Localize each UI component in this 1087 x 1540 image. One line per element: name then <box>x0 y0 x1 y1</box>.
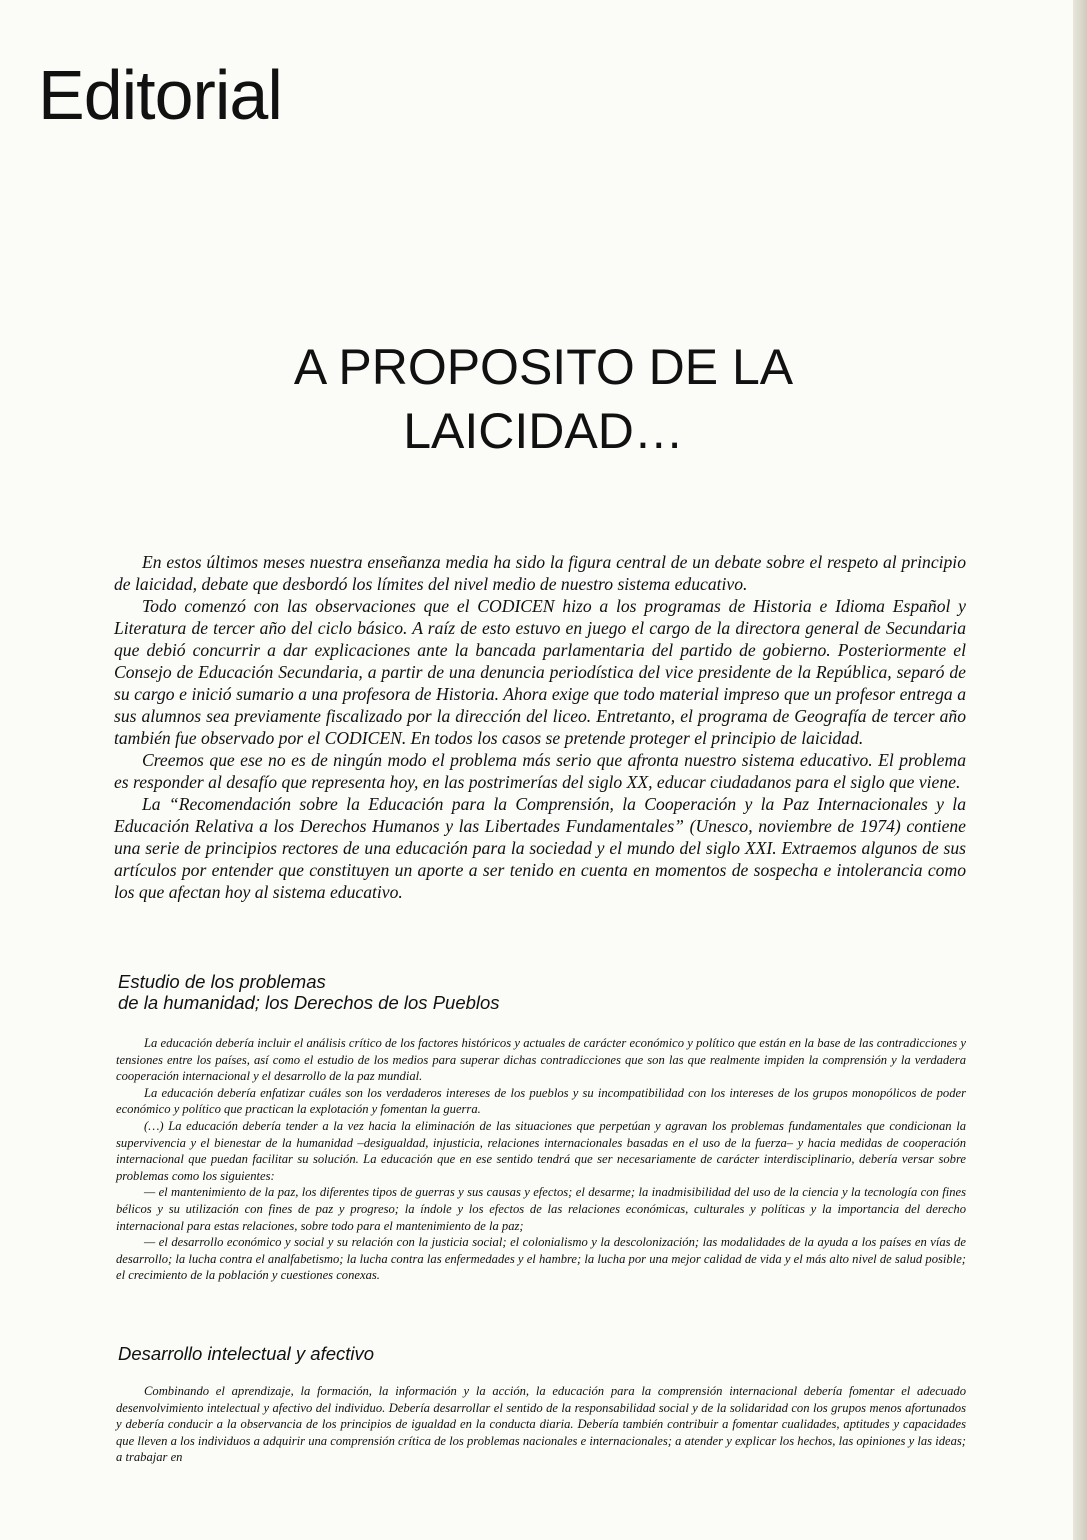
section-label: Editorial <box>38 56 282 134</box>
body-paragraph: La educación debería incluir el análisis crítico de los factores históricos y actuales de carácter económico y político que están en la base de las contradicciones y tensiones entre los países, así como el estudio de los medios para superar dichas contradicciones que son las que realmente impiden la comprensión y la verdadera cooperación internacional y el desarrollo de la paz mundial. <box>116 1036 966 1084</box>
intro-text <box>114 551 966 903</box>
subheading-line-1: Estudio de los problemas <box>118 971 326 992</box>
subheading-problemas <box>118 971 718 1013</box>
subheading-desarrollo: Desarrollo intelectual y afectivo <box>118 1343 375 1364</box>
body-paragraph: — el mantenimiento de la paz, los diferentes tipos de guerras y sus causas y efectos; el desarme; la inadmisibilidad del uso de la ciencia y la tecnología con fines bélicos y su utilización con fines de paz y progreso; la índole y los efectos de las relaciones económicas, culturales y políticas y la importancia del derecho internacional para estas relaciones, sobre todo para el mantenimiento de la paz; <box>116 1185 966 1233</box>
body-paragraph: — el desarrollo económico y social y su relación con la justicia social; el colonialismo y la descolonización; las modalidades de la ayuda a los países en vías de desarrollo; la lucha contra el analfabetismo; la lucha contra las enfermedades y el hambre; la lucha por una mejor calidad de vida y el más alto nivel de salud posible; el crecimiento de la población y cuestiones conexas. <box>116 1235 966 1283</box>
subheading-line-2: de la humanidad; los Derechos de los Pueblos <box>118 992 500 1013</box>
body-paragraph: La educación debería enfatizar cuáles son los verdaderos intereses de los pueblos y su incompatibilidad con los intereses de los grupos monopólicos de poder económico y político que practican la explotación y fomentan la guerra. <box>116 1085 966 1117</box>
intro-paragraph: Creemos que ese no es de ningún modo el problema más serio que afronta nuestro sistema educativo. El problema es responder al desafío que representa hoy, en las postrimerías del siglo XX, educar ciudadanos para el siglo que viene. <box>114 750 966 792</box>
page-edge-shadow <box>1073 0 1087 1540</box>
section-desarrollo-text <box>116 1383 966 1466</box>
headline <box>130 335 957 463</box>
section-problemas-text <box>116 1035 966 1284</box>
body-paragraph: Combinando el aprendizaje, la formación, la información y la acción, la educación para la comprensión internacional debería fomentar el adecuado desenvolvimiento intelectual y afectivo del individuo. Debería desarrollar el sentido de la responsabilidad social y de la solidaridad con los grupos menos afortunados y debería conducir a la observancia de los principios de igualdad en la conducta diaria. Debería también contribuir a fomentar cualidades, aptitudes y capacidades que lleven a los individuos a adquirir una comprensión crítica de los problemas nacionales e internacionales; a atender y explicar los hechos, las opiniones y las ideas; a trabajar en <box>116 1384 966 1465</box>
intro-paragraph: Todo comenzó con las observaciones que el CODICEN hizo a los programas de Historia e Idioma Español y Literatura de tercer año del ciclo básico. A raíz de esto estuvo en juego el cargo de la directora general de Secundaria que debió concurrir a dar explicaciones ante la bancada parlamentaria del partido de gobierno. Posteriormente el Consejo de Educación Secundaria, a partir de una denuncia periodística del vice presidente de la República, separó de su cargo e inició sumario a una profesora de Historia. Ahora exige que todo material impreso que un profesor entrega a sus alumnos sea previamente fiscalizado por la dirección del liceo. Entretanto, el programa de Geografía de tercer año también fue observado por el CODICEN. En todos los casos se pretende proteger el principio de laicidad. <box>114 596 966 748</box>
headline-line-1: A PROPOSITO DE LA <box>293 339 794 395</box>
intro-paragraph: En estos últimos meses nuestra enseñanza media ha sido la figura central de un debate sobre el respeto al principio de laicidad, debate que desbordó los límites del nivel medio de nuestro sistema educativo. <box>114 552 966 594</box>
body-paragraph: (…) La educación debería tender a la vez hacia la eliminación de las situaciones que perpetúan y agravan los problemas fundamentales que condicionan la supervivencia y el bienestar de la humanidad –desigualdad, injusticia, relaciones internacionales basadas en el uso de la fuerza– y hacia medidas de cooperación internacional que puedan facilitar su solución. La educación que en ese sentido tendrá que ser necesariamente de carácter interdisciplinario, debería versar sobre problemas como los siguientes: <box>116 1118 966 1183</box>
headline-line-2: LAICIDAD… <box>403 403 684 459</box>
intro-paragraph: La “Recomendación sobre la Educación para la Comprensión, la Cooperación y la Paz Internacionales y la Educación Relativa a los Derechos Humanos y las Libertades Fundamentales” (Unesco, noviembre de 1974) contiene una serie de principios rectores de una educación para la sociedad y el mundo del siglo XXI. Extraemos algunos de sus artículos por entender que constituyen un aporte a ser tenido en cuenta en momentos de sospecha e intolerancia como los que afectan hoy al sistema educativo. <box>114 794 966 902</box>
